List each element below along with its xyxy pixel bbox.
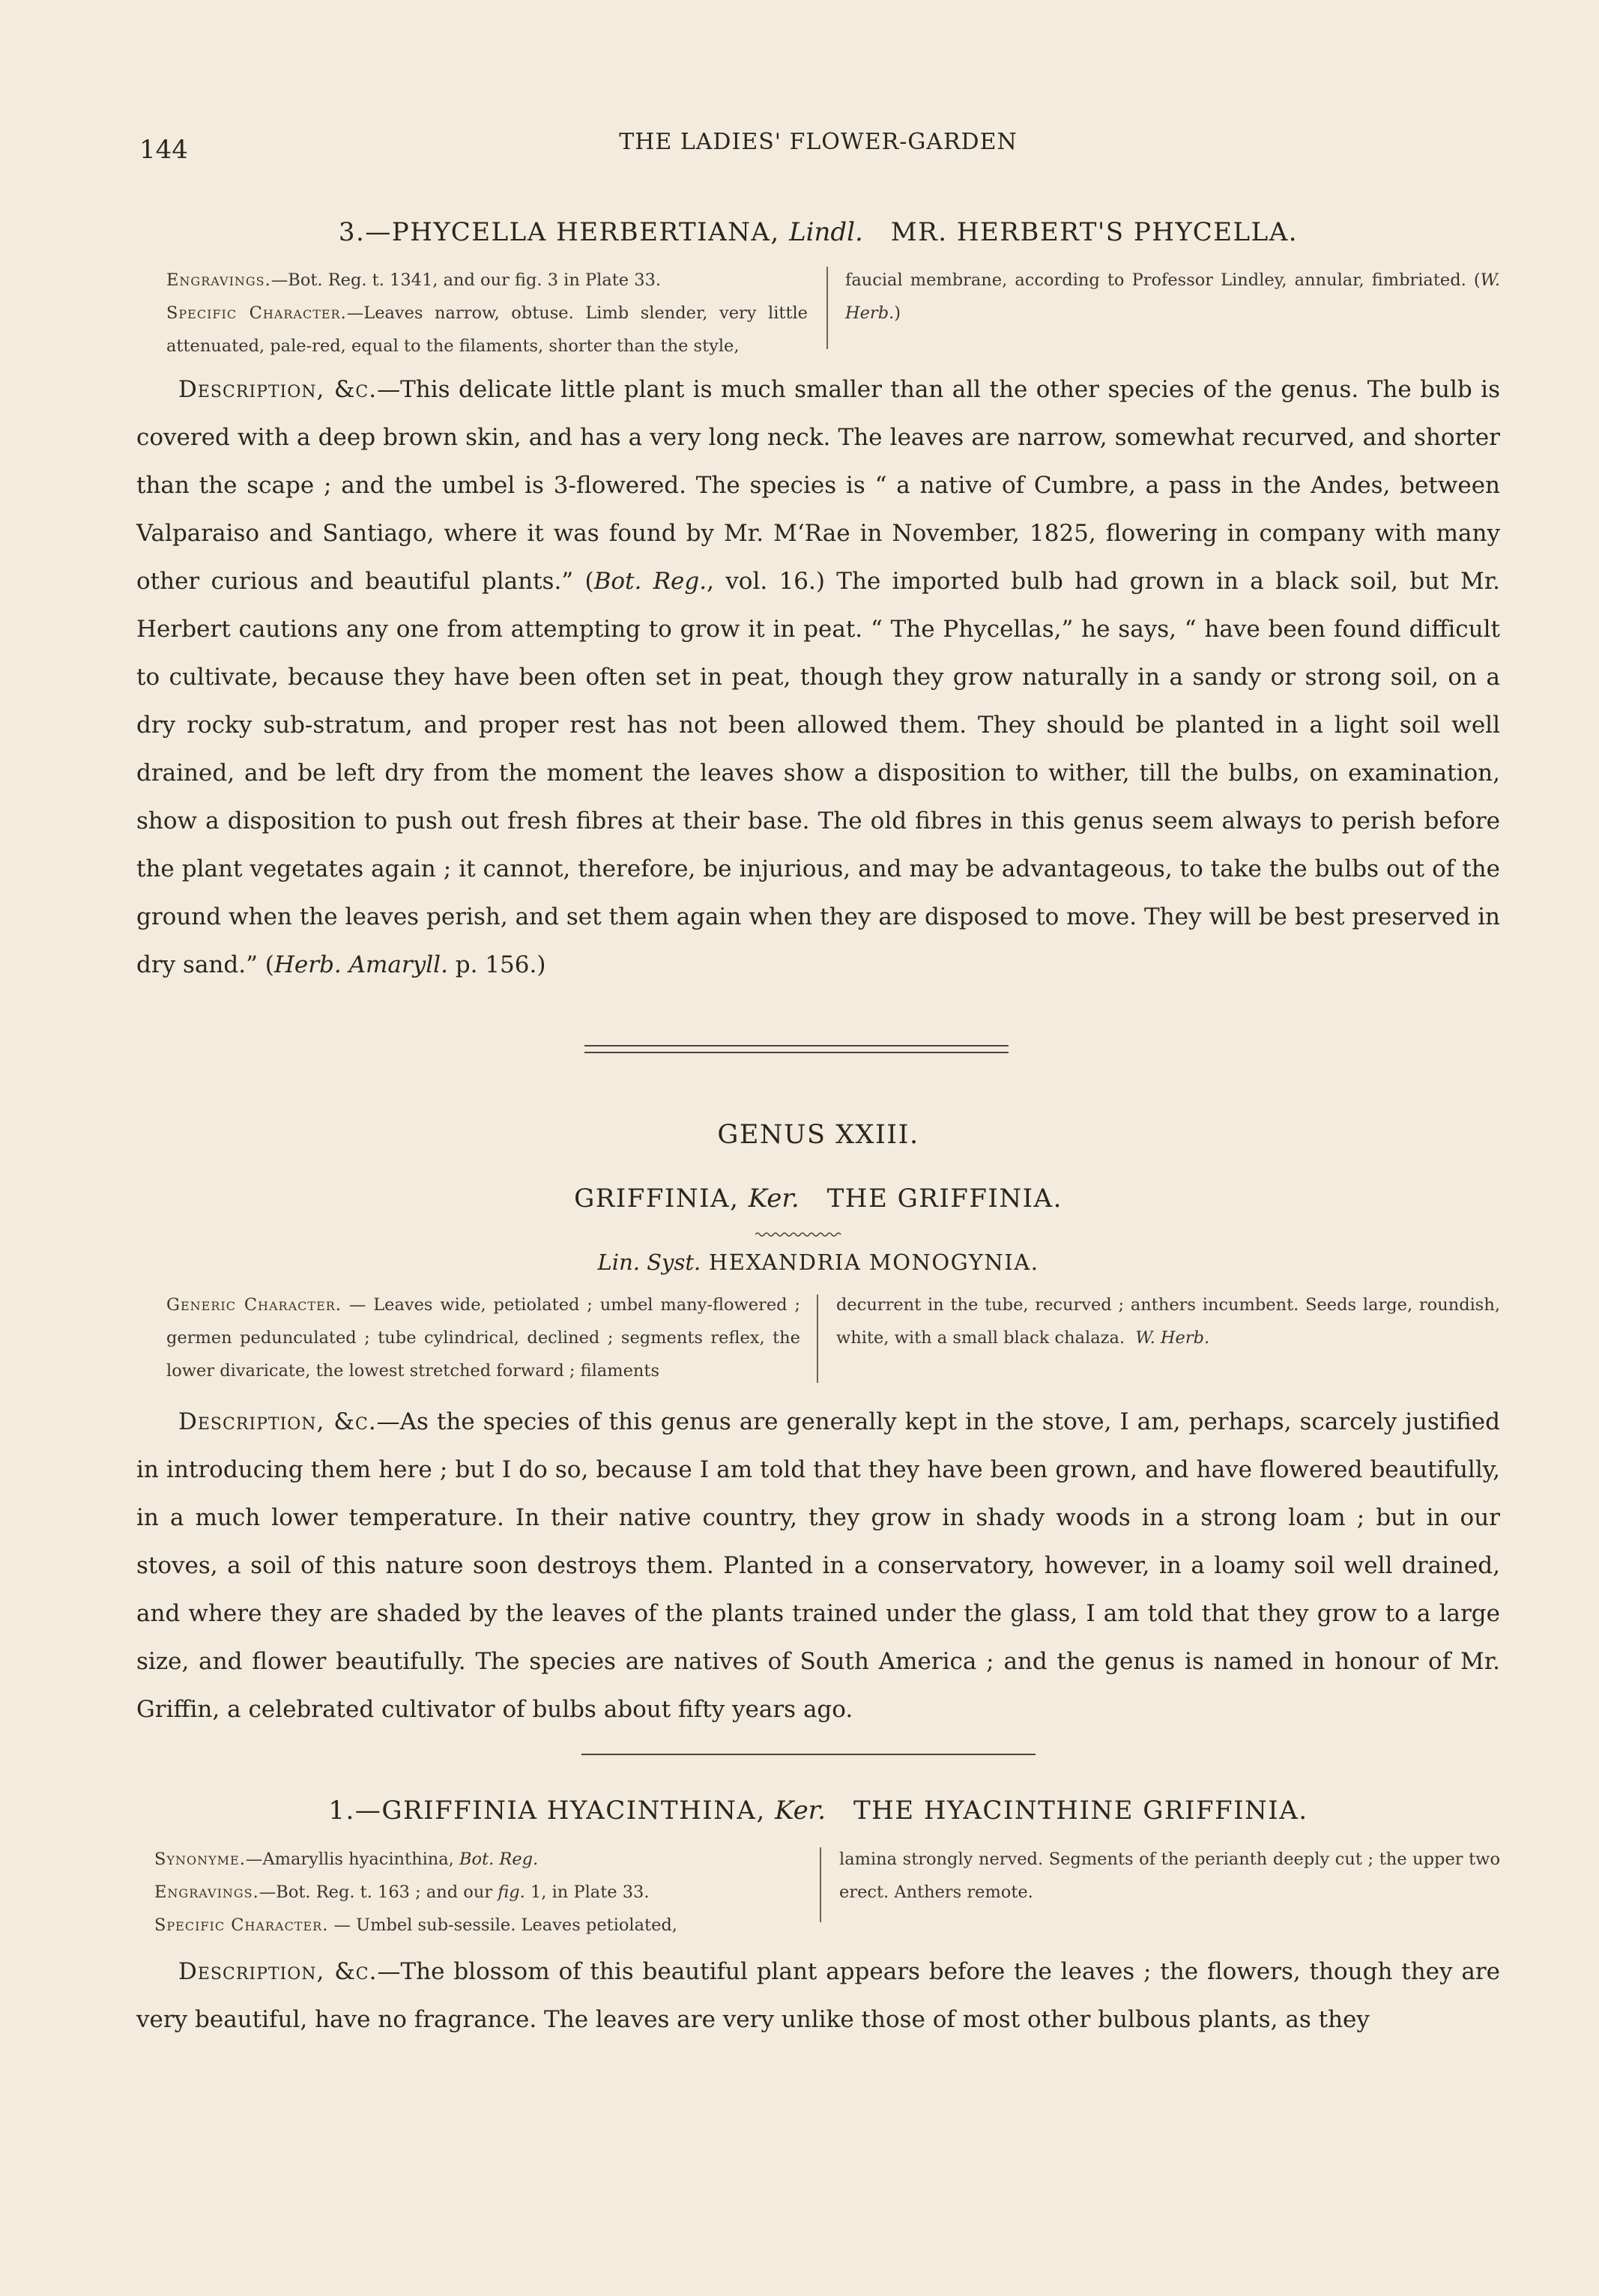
description-text-c: p. 156.): [447, 951, 546, 978]
phycella-description: [136, 366, 1500, 989]
synonyme-citation: Bot. Reg.: [459, 1850, 539, 1869]
description-label: Description, &c.: [178, 376, 378, 403]
griffinia-description-text: —The blossom of this beautiful plant appears before the leaves ; the flowers, though they are very beautiful, have no fragrance. The leaves are very unlike those of most other bulbous plants, as they: [136, 1958, 1500, 2033]
engravings-text: —Bot. Reg. t. 1341, and our fig. 3 in Plate 33.: [270, 270, 662, 290]
synonyme-label: Synonyme.: [154, 1850, 246, 1869]
specific-character-text: —Leaves narrow, obtuse. Limb slender, very little attenuated, pale-red, equal to the filaments, shorter than the style,: [166, 303, 808, 356]
running-title: THE LADIES' FLOWER-GARDEN: [619, 129, 1018, 155]
linnaean-label: Lin. Syst.: [597, 1250, 701, 1275]
herbert-citation: W. Herb.: [845, 270, 1500, 323]
species2-common-name: THE HYACINTHINE GRIFFINIA.: [853, 1796, 1308, 1826]
citation-close: ): [894, 303, 901, 323]
genus-description-text: —As the species of this genus are generally kept in the stove, I am, perhaps, scarcely justified in introducing them here ; but I do so, because I am told that they have been grown, and have flowered beautifully, in a much lower temperature. In their native country, they grow in shady woods in a strong loam ; but in our stoves, a soil of this nature soon destroys them. Planted in a conservatory, however, in a loamy soil well drained, and where they are shaded by the leaves of the plants trained under the glass, I am told that they grow to a large size, and flower beautifully. The species are natives of South America ; and the genus is named in honour of Mr. Griffin, a celebrated cultivator of bulbs about fifty years ago.: [136, 1408, 1500, 1723]
column-divider: [826, 267, 828, 349]
generic-herbert-citation: W. Herb.: [1135, 1328, 1210, 1348]
page-number: 144: [139, 135, 188, 165]
engravings-label: Engravings.: [166, 270, 271, 290]
genus-authority: Ker.: [748, 1184, 800, 1214]
citation-herb-amaryll: Herb. Amaryll.: [273, 951, 448, 978]
specific2-text: — Umbel sub-sessile. Leaves petiolated,: [328, 1915, 677, 1935]
lamina-text: lamina strongly nerved. Segments of the perianth deeply cut ; the upper two erect. Anthers remote.: [839, 1850, 1500, 1902]
generic-character-right: [836, 1288, 1500, 1354]
species-authority: Lindl.: [789, 217, 863, 247]
linnaean-class: HEXANDRIA MONOGYNIA.: [708, 1250, 1039, 1275]
specific-character-label: Specific Character.: [166, 303, 347, 323]
column-divider-genus: [817, 1294, 818, 1383]
faucial-text: faucial membrane, according to Professor Lindley, annular, fimbriated. (: [845, 270, 1481, 290]
engravings2-text: —Bot. Reg. t. 163 ; and our: [259, 1882, 493, 1902]
generic-character-label: Generic Character.: [166, 1295, 342, 1315]
genus-description: [136, 1398, 1500, 1733]
engravings2-label: Engravings.: [154, 1882, 259, 1902]
generic-character-continued: decurrent in the tube, recurved ; anthers incumbent. Seeds large, roundish, white, with a small black chalaza.: [836, 1295, 1500, 1348]
genus-name: GRIFFINIA,: [574, 1184, 740, 1214]
engravings2-rest: 1, in Plate 33.: [525, 1882, 650, 1902]
genus-title: GENUS XXIII.: [717, 1120, 919, 1150]
linnaean-system: [136, 1250, 1500, 1275]
citation-bot-reg: Bot. Reg.: [593, 568, 707, 595]
specific2-label: Specific Character.: [154, 1915, 329, 1935]
genus-name-heading: [136, 1184, 1500, 1214]
running-head: [136, 129, 1500, 166]
description-text-b: , vol. 16.) The imported bulb had grown in a black soil, but Mr. Herbert cautions any one from attempting to grow it in peat. “ The Phycellas,” he says, “ have been found difficult to cultivate, because they have been often set in peat, though they grow naturally in a sandy or strong soil, on a dry rocky sub-stratum, and proper rest has not been allowed them. They should be planted in a light soil well drained, and be left dry from the moment the leaves show a disposition to wither, till the bulbs, on examination, show a disposition to push out fresh fibres at their base. The old fibres in this genus seem always to perish before the plant vegetates again ; it cannot, therefore, be injurious, and may be advantageous, to take the bulbs out of the ground when the leaves perish, and set them again when they are disposed to move. They will be best preserved in dry sand.” (: [136, 568, 1500, 978]
phycella-notes-right: [845, 264, 1500, 330]
species2-authority: Ker.: [775, 1796, 826, 1826]
generic-character-text: — Leaves wide, petiolated ; umbel many-flowered ; germen pedunculated ; tube cylindrical, declined ; segments reflex, the lower divaricate, the lowest stretched forward ; filaments: [166, 1295, 801, 1381]
description-text-a: —This delicate little plant is much smaller than all the other species of the genus. The bulb is covered with a deep brown skin, and has a very long neck. The leaves are narrow, somewhat recurved, and shorter than the scape ; and the umbel is 3-flowered. The species is “ a native of Cumbre, a pass in the Andes, between Valparaiso and Santiago, where it was found by Mr. M‘Rae in November, 1825, flowering in company with many other curious and beautiful plants.” (: [136, 376, 1501, 595]
species2-number-name: 1.—GRIFFINIA HYACINTHINA,: [328, 1796, 766, 1826]
genus-description-label: Description, &c.: [178, 1408, 377, 1435]
generic-character-left: [166, 1288, 800, 1387]
section-rule: [581, 1754, 1036, 1755]
species-heading-phycella: [136, 217, 1500, 247]
griffinia-notes-left: [154, 1843, 796, 1942]
species-heading-griffinia: [136, 1796, 1500, 1826]
double-rule-top: [584, 1045, 1009, 1046]
phycella-notes-left: [166, 264, 808, 363]
genus-common-name: THE GRIFFINIA.: [826, 1184, 1063, 1214]
griffinia-description-label: Description, &c.: [178, 1958, 378, 1985]
engravings2-fig: fig.: [498, 1882, 525, 1902]
griffinia-description: [136, 1948, 1500, 2044]
species-number-name: 3.—PHYCELLA HERBERTIANA,: [338, 217, 780, 247]
griffinia-notes-right: [839, 1843, 1500, 1909]
double-rule-bottom: [584, 1052, 1009, 1053]
synonyme-text: —Amaryllis hyacinthina,: [245, 1850, 454, 1869]
column-divider-species2: [820, 1847, 821, 1922]
species-common-name: MR. HERBERT'S PHYCELLA.: [890, 217, 1299, 247]
wavy-ornament: [755, 1231, 844, 1238]
